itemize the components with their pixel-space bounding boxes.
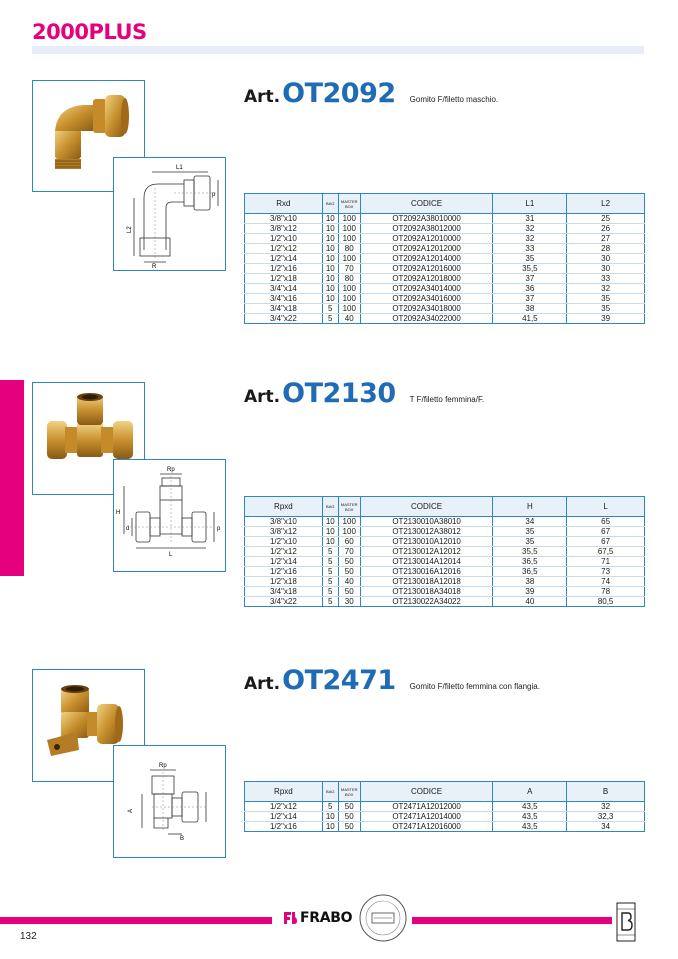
table-cell: 10 — [322, 822, 338, 832]
drawing-label-b: B — [180, 836, 185, 842]
table-cell: 3/8"x12 — [245, 224, 323, 234]
table-row — [245, 547, 645, 557]
table-cell: 32 — [493, 224, 567, 234]
table-row — [245, 537, 645, 547]
table-cell: 40 — [493, 597, 567, 607]
table-cell: 32 — [567, 802, 645, 812]
column-header: A — [493, 782, 567, 802]
table-cell: 40 — [338, 577, 360, 587]
spec-table-ot2471 — [244, 781, 645, 832]
table-cell: 67 — [567, 537, 645, 547]
table-cell: 10 — [322, 234, 338, 244]
flanged-elbow-technical-drawing-icon — [114, 746, 225, 857]
cell-codice: OT2092A12010000 — [360, 234, 493, 244]
table-cell: 26 — [567, 224, 645, 234]
technical-drawing-ot2471 — [113, 745, 226, 858]
drawing-label-p: p — [217, 526, 221, 532]
table-cell: 35 — [567, 304, 645, 314]
tee-technical-drawing-icon — [114, 460, 225, 571]
drawing-label-l1: L1 — [176, 165, 183, 171]
table-cell: 35 — [567, 294, 645, 304]
article-heading-ot2092 — [244, 78, 498, 109]
article-description: Gomito F/filetto femmina con flangia. — [409, 682, 540, 691]
footer-accent-line-right — [412, 917, 612, 924]
table-row — [245, 244, 645, 254]
table-cell: 10 — [322, 294, 338, 304]
table-cell: 5 — [322, 547, 338, 557]
bonomi-group-logo-icon — [616, 902, 636, 942]
table-cell: 5 — [322, 314, 338, 324]
table-cell: 37 — [493, 274, 567, 284]
page-number: 132 — [20, 931, 37, 942]
table-cell: 60 — [338, 537, 360, 547]
table-row — [245, 214, 645, 224]
drawing-label-l2: L2 — [127, 226, 133, 233]
table-row — [245, 284, 645, 294]
table-cell: 38 — [493, 577, 567, 587]
table-body — [245, 517, 645, 607]
cell-codice: OT2092A12018000 — [360, 274, 493, 284]
drawing-label-p: p — [212, 192, 216, 198]
cell-codice: OT2092A12014000 — [360, 254, 493, 264]
table-row — [245, 274, 645, 284]
article-heading-ot2130 — [244, 378, 484, 409]
table-cell: 3/4"x16 — [245, 294, 323, 304]
table-cell: 1/2"x18 — [245, 274, 323, 284]
column-header: BAG — [322, 497, 338, 517]
table-row — [245, 557, 645, 567]
table-cell: 36,5 — [493, 567, 567, 577]
cell-codice: OT2092A34022000 — [360, 314, 493, 324]
table-cell: 39 — [493, 587, 567, 597]
table-cell: 10 — [322, 224, 338, 234]
table-cell: 32 — [493, 234, 567, 244]
table-cell: 100 — [338, 304, 360, 314]
table-header-row — [245, 782, 645, 802]
cell-codice: OT2092A12016000 — [360, 264, 493, 274]
table-cell: 43,5 — [493, 802, 567, 812]
article-prefix: Art. — [244, 387, 281, 407]
article-prefix: Art. — [244, 87, 281, 107]
table-cell: 37 — [493, 294, 567, 304]
certification-seal-icon — [358, 893, 408, 943]
table-cell: 1/2"x14 — [245, 812, 323, 822]
column-header: CODICE — [360, 194, 493, 214]
table-cell: 34 — [493, 517, 567, 527]
table-cell: 35,5 — [493, 264, 567, 274]
table-cell: 100 — [338, 254, 360, 264]
column-header: L1 — [493, 194, 567, 214]
column-header: MASTER BOX — [338, 497, 360, 517]
table-cell: 36,5 — [493, 557, 567, 567]
column-header: MASTER BOX — [338, 782, 360, 802]
drawing-label-rp: Rp — [167, 467, 175, 473]
drawing-label-h: H — [116, 510, 121, 516]
table-row — [245, 264, 645, 274]
table-cell: 39 — [567, 314, 645, 324]
table-cell: 100 — [338, 234, 360, 244]
column-header: L — [567, 497, 645, 517]
cell-codice: OT2092A34016000 — [360, 294, 493, 304]
cell-codice: OT2130014A12014 — [360, 557, 493, 567]
table-cell: 3/4"x18 — [245, 587, 323, 597]
article-prefix: Art. — [244, 674, 281, 694]
table-cell: 27 — [567, 234, 645, 244]
table-cell: 65 — [567, 517, 645, 527]
table-cell: 10 — [322, 812, 338, 822]
cell-codice: OT2092A38010000 — [360, 214, 493, 224]
article-code: OT2130 — [282, 378, 396, 409]
table-cell: 10 — [322, 254, 338, 264]
table-row — [245, 597, 645, 607]
table-cell: 78 — [567, 587, 645, 597]
table-cell: 33 — [567, 274, 645, 284]
table-cell: 10 — [322, 527, 338, 537]
table-cell: 1/2"x16 — [245, 264, 323, 274]
drawing-label-r: R — [152, 264, 157, 270]
table-cell: 32,3 — [567, 812, 645, 822]
table-cell: 34 — [567, 822, 645, 832]
drawing-label-d: d — [126, 526, 130, 532]
cell-codice: OT2130010A38010 — [360, 517, 493, 527]
table-cell: 36 — [493, 284, 567, 294]
table-cell: 35 — [493, 254, 567, 264]
table-cell: 1/2"x12 — [245, 547, 323, 557]
table-row — [245, 812, 645, 822]
cell-codice: OT2130012A38012 — [360, 527, 493, 537]
title-underline — [32, 46, 644, 54]
table-cell: 35 — [493, 537, 567, 547]
table-cell: 10 — [322, 517, 338, 527]
table-cell: 100 — [338, 224, 360, 234]
cell-codice: OT2130010A12010 — [360, 537, 493, 547]
table-cell: 71 — [567, 557, 645, 567]
table-cell: 35 — [493, 527, 567, 537]
table-cell: 43,5 — [493, 812, 567, 822]
cell-codice: OT2092A34018000 — [360, 304, 493, 314]
table-cell: 35,5 — [493, 547, 567, 557]
table-cell: 30 — [567, 264, 645, 274]
table-cell: 1/2"x14 — [245, 557, 323, 567]
table-cell: 10 — [322, 214, 338, 224]
table-cell: 30 — [567, 254, 645, 264]
column-header: CODICE — [360, 782, 493, 802]
column-header: BAG — [322, 194, 338, 214]
cell-codice: OT2471A12016000 — [360, 822, 493, 832]
table-header-row — [245, 497, 645, 517]
table-row — [245, 577, 645, 587]
table-cell: 80 — [338, 274, 360, 284]
table-cell: 38 — [493, 304, 567, 314]
side-accent-strip — [0, 380, 24, 576]
table-cell: 1/2"x16 — [245, 567, 323, 577]
table-cell: 5 — [322, 557, 338, 567]
table-cell: 5 — [322, 567, 338, 577]
column-header: CODICE — [360, 497, 493, 517]
table-cell: 70 — [338, 547, 360, 557]
column-header: B — [567, 782, 645, 802]
table-cell: 1/2"x12 — [245, 244, 323, 254]
page-title: 2000PLUS — [32, 20, 147, 44]
table-cell: 100 — [338, 517, 360, 527]
article-description: Gomito F/filetto maschio. — [409, 95, 499, 104]
cell-codice: OT2130018A12018 — [360, 577, 493, 587]
table-cell: 1/2"x12 — [245, 802, 323, 812]
table-cell: 3/4"x14 — [245, 284, 323, 294]
column-header: H — [493, 497, 567, 517]
table-cell: 28 — [567, 244, 645, 254]
table-row — [245, 254, 645, 264]
spec-table-ot2092 — [244, 193, 645, 324]
table-cell: 1/2"x10 — [245, 537, 323, 547]
table-cell: 1/2"x16 — [245, 822, 323, 832]
cell-codice: OT2471A12012000 — [360, 802, 493, 812]
article-heading-ot2471 — [244, 665, 540, 696]
table-row — [245, 224, 645, 234]
cell-codice: OT2092A38012000 — [360, 224, 493, 234]
table-cell: 50 — [338, 812, 360, 822]
table-cell: 5 — [322, 577, 338, 587]
table-cell: 5 — [322, 587, 338, 597]
cell-codice: OT2130016A12016 — [360, 567, 493, 577]
table-cell: 3/4"x22 — [245, 314, 323, 324]
table-cell: 41,5 — [493, 314, 567, 324]
footer-accent-line-left — [0, 917, 272, 924]
table-cell: 73 — [567, 567, 645, 577]
table-row — [245, 587, 645, 597]
table-cell: 50 — [338, 567, 360, 577]
table-cell: 50 — [338, 822, 360, 832]
technical-drawing-ot2092 — [113, 157, 226, 271]
table-cell: 5 — [322, 304, 338, 314]
table-row — [245, 517, 645, 527]
table-cell: 67,5 — [567, 547, 645, 557]
table-cell: 50 — [338, 557, 360, 567]
table-cell: 3/8"x10 — [245, 214, 323, 224]
table-cell: 100 — [338, 284, 360, 294]
table-body — [245, 214, 645, 324]
drawing-label-l: L — [169, 552, 173, 558]
table-cell: 74 — [567, 577, 645, 587]
table-row — [245, 822, 645, 832]
table-cell: 1/2"x18 — [245, 577, 323, 587]
table-row — [245, 802, 645, 812]
table-cell: 10 — [322, 284, 338, 294]
table-cell: 10 — [322, 264, 338, 274]
table-row — [245, 304, 645, 314]
table-cell: 1/2"x10 — [245, 234, 323, 244]
table-body — [245, 802, 645, 832]
table-cell: 40 — [338, 314, 360, 324]
table-cell: 70 — [338, 264, 360, 274]
table-header-row — [245, 194, 645, 214]
column-header: BAG — [322, 782, 338, 802]
table-cell: 50 — [338, 802, 360, 812]
column-header: Rpxd — [245, 782, 323, 802]
cell-codice: OT2130022A34022 — [360, 597, 493, 607]
table-cell: 1/2"x14 — [245, 254, 323, 264]
certification-seal — [358, 893, 408, 948]
column-header: Rpxd — [245, 497, 323, 517]
table-row — [245, 567, 645, 577]
cell-codice: OT2130018A34018 — [360, 587, 493, 597]
table-cell: 5 — [322, 802, 338, 812]
table-cell: 80,5 — [567, 597, 645, 607]
drawing-label-rp: Rp — [159, 763, 167, 769]
table-cell: 3/8"x12 — [245, 527, 323, 537]
table-cell: 10 — [322, 274, 338, 284]
table-cell: 3/8"x10 — [245, 517, 323, 527]
table-row — [245, 294, 645, 304]
cell-codice: OT2092A34014000 — [360, 284, 493, 294]
technical-drawing-ot2130 — [113, 459, 226, 572]
table-cell: 30 — [338, 597, 360, 607]
frabo-logo-icon — [282, 910, 298, 926]
table-row — [245, 527, 645, 537]
table-cell: 50 — [338, 587, 360, 597]
frabo-logo-text: FRABO — [300, 910, 353, 926]
table-cell: 100 — [338, 527, 360, 537]
cell-codice: OT2471A12014000 — [360, 812, 493, 822]
table-row — [245, 314, 645, 324]
spec-table-ot2130 — [244, 496, 645, 607]
cell-codice: OT2130012A12012 — [360, 547, 493, 557]
cell-codice: OT2092A12012000 — [360, 244, 493, 254]
table-cell: 32 — [567, 284, 645, 294]
article-code: OT2092 — [282, 78, 396, 109]
group-logo — [616, 902, 636, 947]
table-cell: 10 — [322, 537, 338, 547]
table-cell: 10 — [322, 244, 338, 254]
column-header: L2 — [567, 194, 645, 214]
table-cell: 80 — [338, 244, 360, 254]
table-cell: 25 — [567, 214, 645, 224]
article-code: OT2471 — [282, 665, 396, 696]
elbow-technical-drawing-icon — [114, 158, 225, 270]
table-row — [245, 234, 645, 244]
frabo-logo — [282, 910, 352, 926]
table-cell: 100 — [338, 214, 360, 224]
table-cell: 3/4"x18 — [245, 304, 323, 314]
column-header: Rxd — [245, 194, 323, 214]
table-cell: 67 — [567, 527, 645, 537]
table-cell: 43,5 — [493, 822, 567, 832]
table-cell: 5 — [322, 597, 338, 607]
article-description: T F/filetto femmina/F. — [409, 395, 485, 404]
table-cell: 31 — [493, 214, 567, 224]
column-header: MASTER BOX — [338, 194, 360, 214]
drawing-label-a: A — [128, 808, 134, 813]
table-cell: 33 — [493, 244, 567, 254]
table-cell: 3/4"x22 — [245, 597, 323, 607]
table-cell: 100 — [338, 294, 360, 304]
